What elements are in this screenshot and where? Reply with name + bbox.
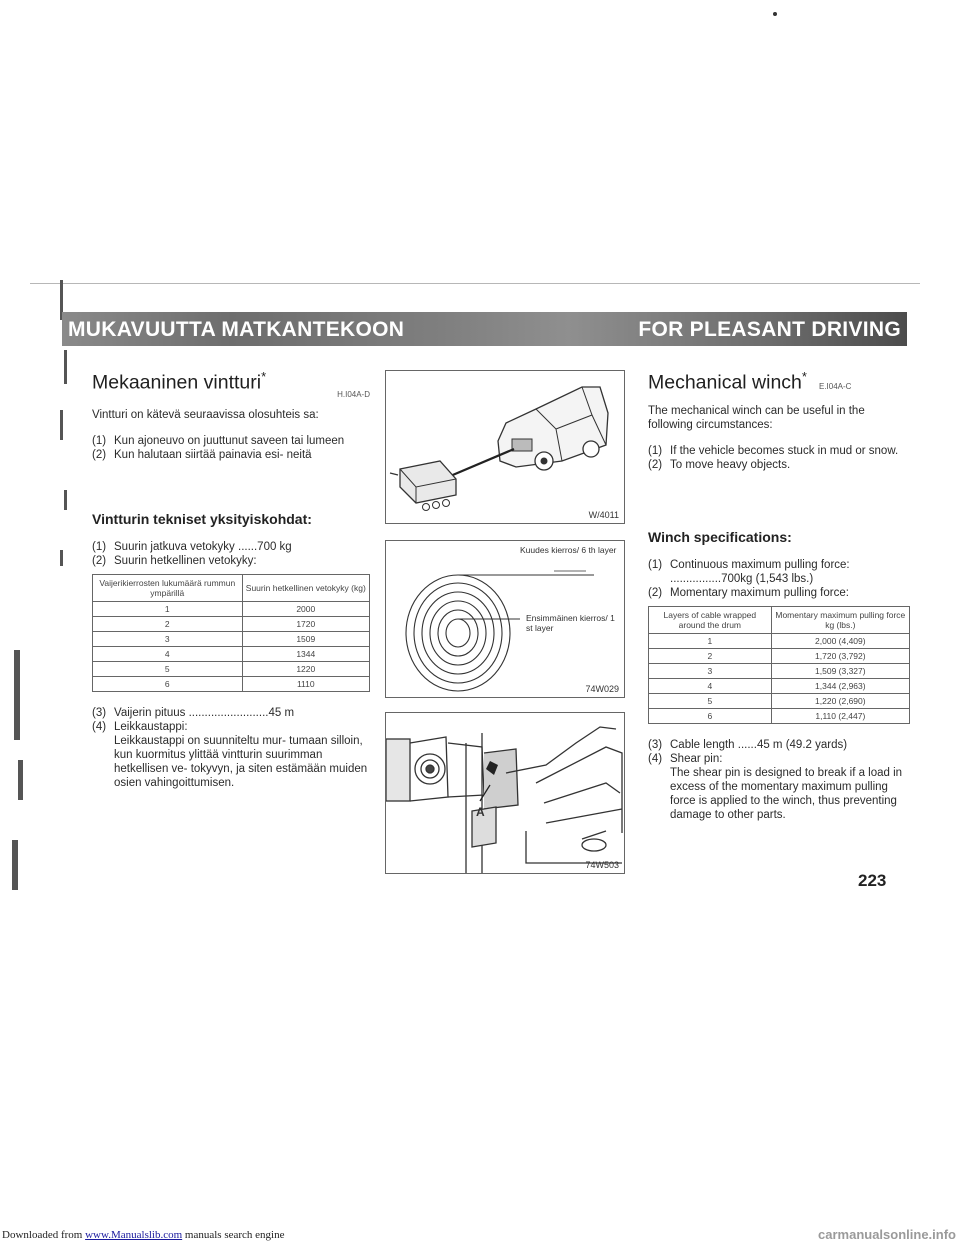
figure-code: 74W503 [585,860,619,870]
list-item: (2) Kun halutaan siirtää painavia esi- neitä [92,448,312,461]
table-row: 2 1,720 (3,792) [649,648,910,663]
figure-shear-pin [385,712,625,874]
english-specs [648,558,910,600]
table-header: Vaijerikierrosten lukumäärä rummun ympärillä [93,574,243,601]
english-uses [648,444,910,472]
english-spec-heading: Winch specifications: [648,528,792,545]
table-row: 5 1220 [93,661,370,676]
speck-mark [773,12,777,16]
figure-code: W/4011 [588,510,619,520]
section-banner [62,312,907,346]
table-row: 5 1,220 (2,690) [649,693,910,708]
table-header: Suurin hetkellinen vetokyky (kg) [242,574,369,601]
label-1st-layer: Ensimmäinen kierros/ 1 st layer [526,613,615,633]
label-6th-layer: Kuudes kierros/ 6 th layer [520,545,617,555]
list-item: (2) Suurin hetkellinen vetokyky: [92,554,257,567]
finnish-specs [92,540,370,568]
list-item: (1) Continuous maximum pulling force: ................700kg (1,543 lbs.) [648,558,850,585]
list-item: (4) Shear pin: [648,752,723,765]
table-row: 1 2000 [93,601,370,616]
scan-edge-line [30,283,920,284]
finnish-force-table [92,574,370,692]
footer-bar [0,1228,960,1242]
figure-cable-layers [385,540,625,698]
english-section-code: E.I04A-C [818,381,852,391]
list-item: (2) To move heavy objects. [648,458,791,471]
list-item: The shear pin is designed to break if a load in excess of the momentary maximum pulling force is applied to the winch, thus preventing damage to other parts. [670,766,903,821]
list-item: (3) Cable length ......45 m (49.2 yards) [648,738,848,751]
page-number: 223 [858,871,887,890]
list-item: (1) Suurin jatkuva vetokyky ......700 kg [92,540,292,553]
table-row: 1 2,000 (4,409) [649,633,910,648]
list-item: (4) Leikkaustappi: [92,720,188,733]
banner-english: FOR PLEASANT DRIVING [638,318,901,341]
finnish-spec-heading: Vintturin tekniset yksityiskohdat: [92,510,312,527]
list-item: (1) If the vehicle becomes stuck in mud or snow. [648,444,899,457]
figure-code: 74W029 [585,684,619,694]
table-row: 4 1344 [93,646,370,661]
finnish-section-code: H.I04A-D [337,389,370,399]
finnish-title: Mekaaninen vintturi* [92,369,267,394]
table-row: 4 1,344 (2,963) [649,678,910,693]
manualslib-link[interactable]: www.Manualslib.com [85,1229,183,1241]
binding-marks [0,280,70,920]
list-item: (1) Kun ajoneuvo on juuttunut saveen tai lumeen [92,434,345,447]
winch-vehicle-illustration [386,371,624,523]
finnish-column [92,370,370,790]
table-row: 6 1,110 (2,447) [649,708,910,723]
table-row: 2 1720 [93,616,370,631]
english-intro: The mechanical winch can be useful in the following circumstances: [648,404,865,431]
list-item: Leikkaustappi on suunniteltu mur- tumaan silloin, kun kuormitus ylittää vintturin suurimman hetkellisen ve- tokyvyn, ja siten estämään muiden osien vahingoittumisen. [114,734,368,789]
finnish-uses [92,434,370,462]
table-header: Momentary maximum pulling force kg (lbs.) [771,606,909,633]
label-a: A [476,805,485,819]
english-force-table [648,606,910,724]
footer-source: Downloaded from www.Manualslib.com manuals search engine [2,1229,285,1241]
table-row: 6 1110 [93,676,370,691]
table-header: Layers of cable wrapped around the drum [649,606,772,633]
finnish-intro: Vintturi on kätevä seuraavissa olosuhteis sa: [92,408,319,421]
table-row: 3 1509 [93,631,370,646]
list-item: (2) Momentary maximum pulling force: [648,586,849,599]
figure-winch-vehicle [385,370,625,524]
banner-finnish: MUKAVUUTTA MATKANTEKOON [68,318,405,341]
watermark-text: carmanualsonline.info [818,1227,956,1242]
english-more-specs [648,738,910,822]
english-column [648,370,910,822]
english-title: Mechanical winch*E.I04A-C [648,369,852,394]
finnish-more-specs [92,706,370,790]
table-row: 3 1,509 (3,327) [649,663,910,678]
shear-pin-illustration [386,713,624,873]
list-item: (3) Vaijerin pituus .........................45 m [92,706,295,719]
